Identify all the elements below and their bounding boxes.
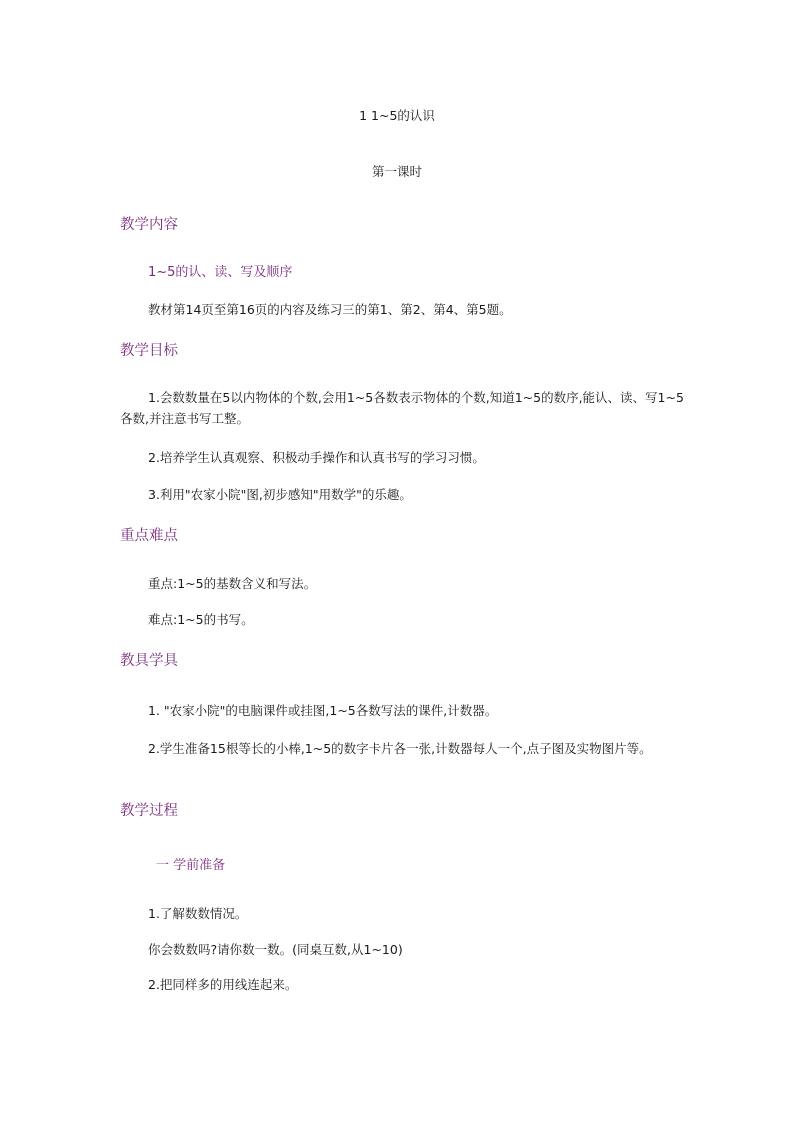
paragraph-process-1: 1.了解数数情况。 xyxy=(148,906,248,921)
paragraph-objective-1: 1.会数数量在5以内物体的个数,会用1~5各数表示物体的个数,知道1~5的数序,能认、读、写1~5各数,并注意书写工整。 xyxy=(120,390,684,426)
paragraph-objective-2: 2.培养学生认真观察、积极动手操作和认真书写的学习习惯。 xyxy=(148,450,485,465)
paragraph-key-point: 重点:1~5的基数含义和写法。 xyxy=(148,576,317,591)
lesson-subtitle: 第一课时 xyxy=(371,164,422,179)
subheading-pre-study: 一 学前准备 xyxy=(156,858,226,873)
page-title: 1 1~5的认识 xyxy=(359,108,435,123)
paragraph-textbook-pages: 教材第14页至第16页的内容及练习三的第1、第2、第4、第5题。 xyxy=(148,302,512,317)
heading-key-points: 重点难点 xyxy=(120,528,178,544)
heading-teaching-aids: 教具学具 xyxy=(120,653,178,669)
paragraph-aid-1: 1. "农家小院"的电脑课件或挂图,1~5各数写法的课件,计数器。 xyxy=(148,703,498,718)
paragraph-aid-2: 2.学生准备15根等长的小棒,1~5的数字卡片各一张,计数器每人一个,点子图及实物图片等。 xyxy=(148,741,652,756)
paragraph-objective-3: 3.利用"农家小院"图,初步感知"用数学"的乐趣。 xyxy=(148,487,412,502)
heading-teaching-content: 教学内容 xyxy=(120,217,178,233)
heading-teaching-process: 教学过程 xyxy=(120,803,178,819)
paragraph-process-2: 2.把同样多的用线连起来。 xyxy=(148,977,298,992)
paragraph-difficult-point: 难点:1~5的书写。 xyxy=(148,612,254,627)
subheading-content-topic: 1~5的认、读、写及顺序 xyxy=(148,265,293,280)
heading-teaching-objectives: 教学目标 xyxy=(120,343,178,359)
paragraph-process-question: 你会数数吗?请你数一数。(同桌互数,从1~10) xyxy=(148,942,403,957)
